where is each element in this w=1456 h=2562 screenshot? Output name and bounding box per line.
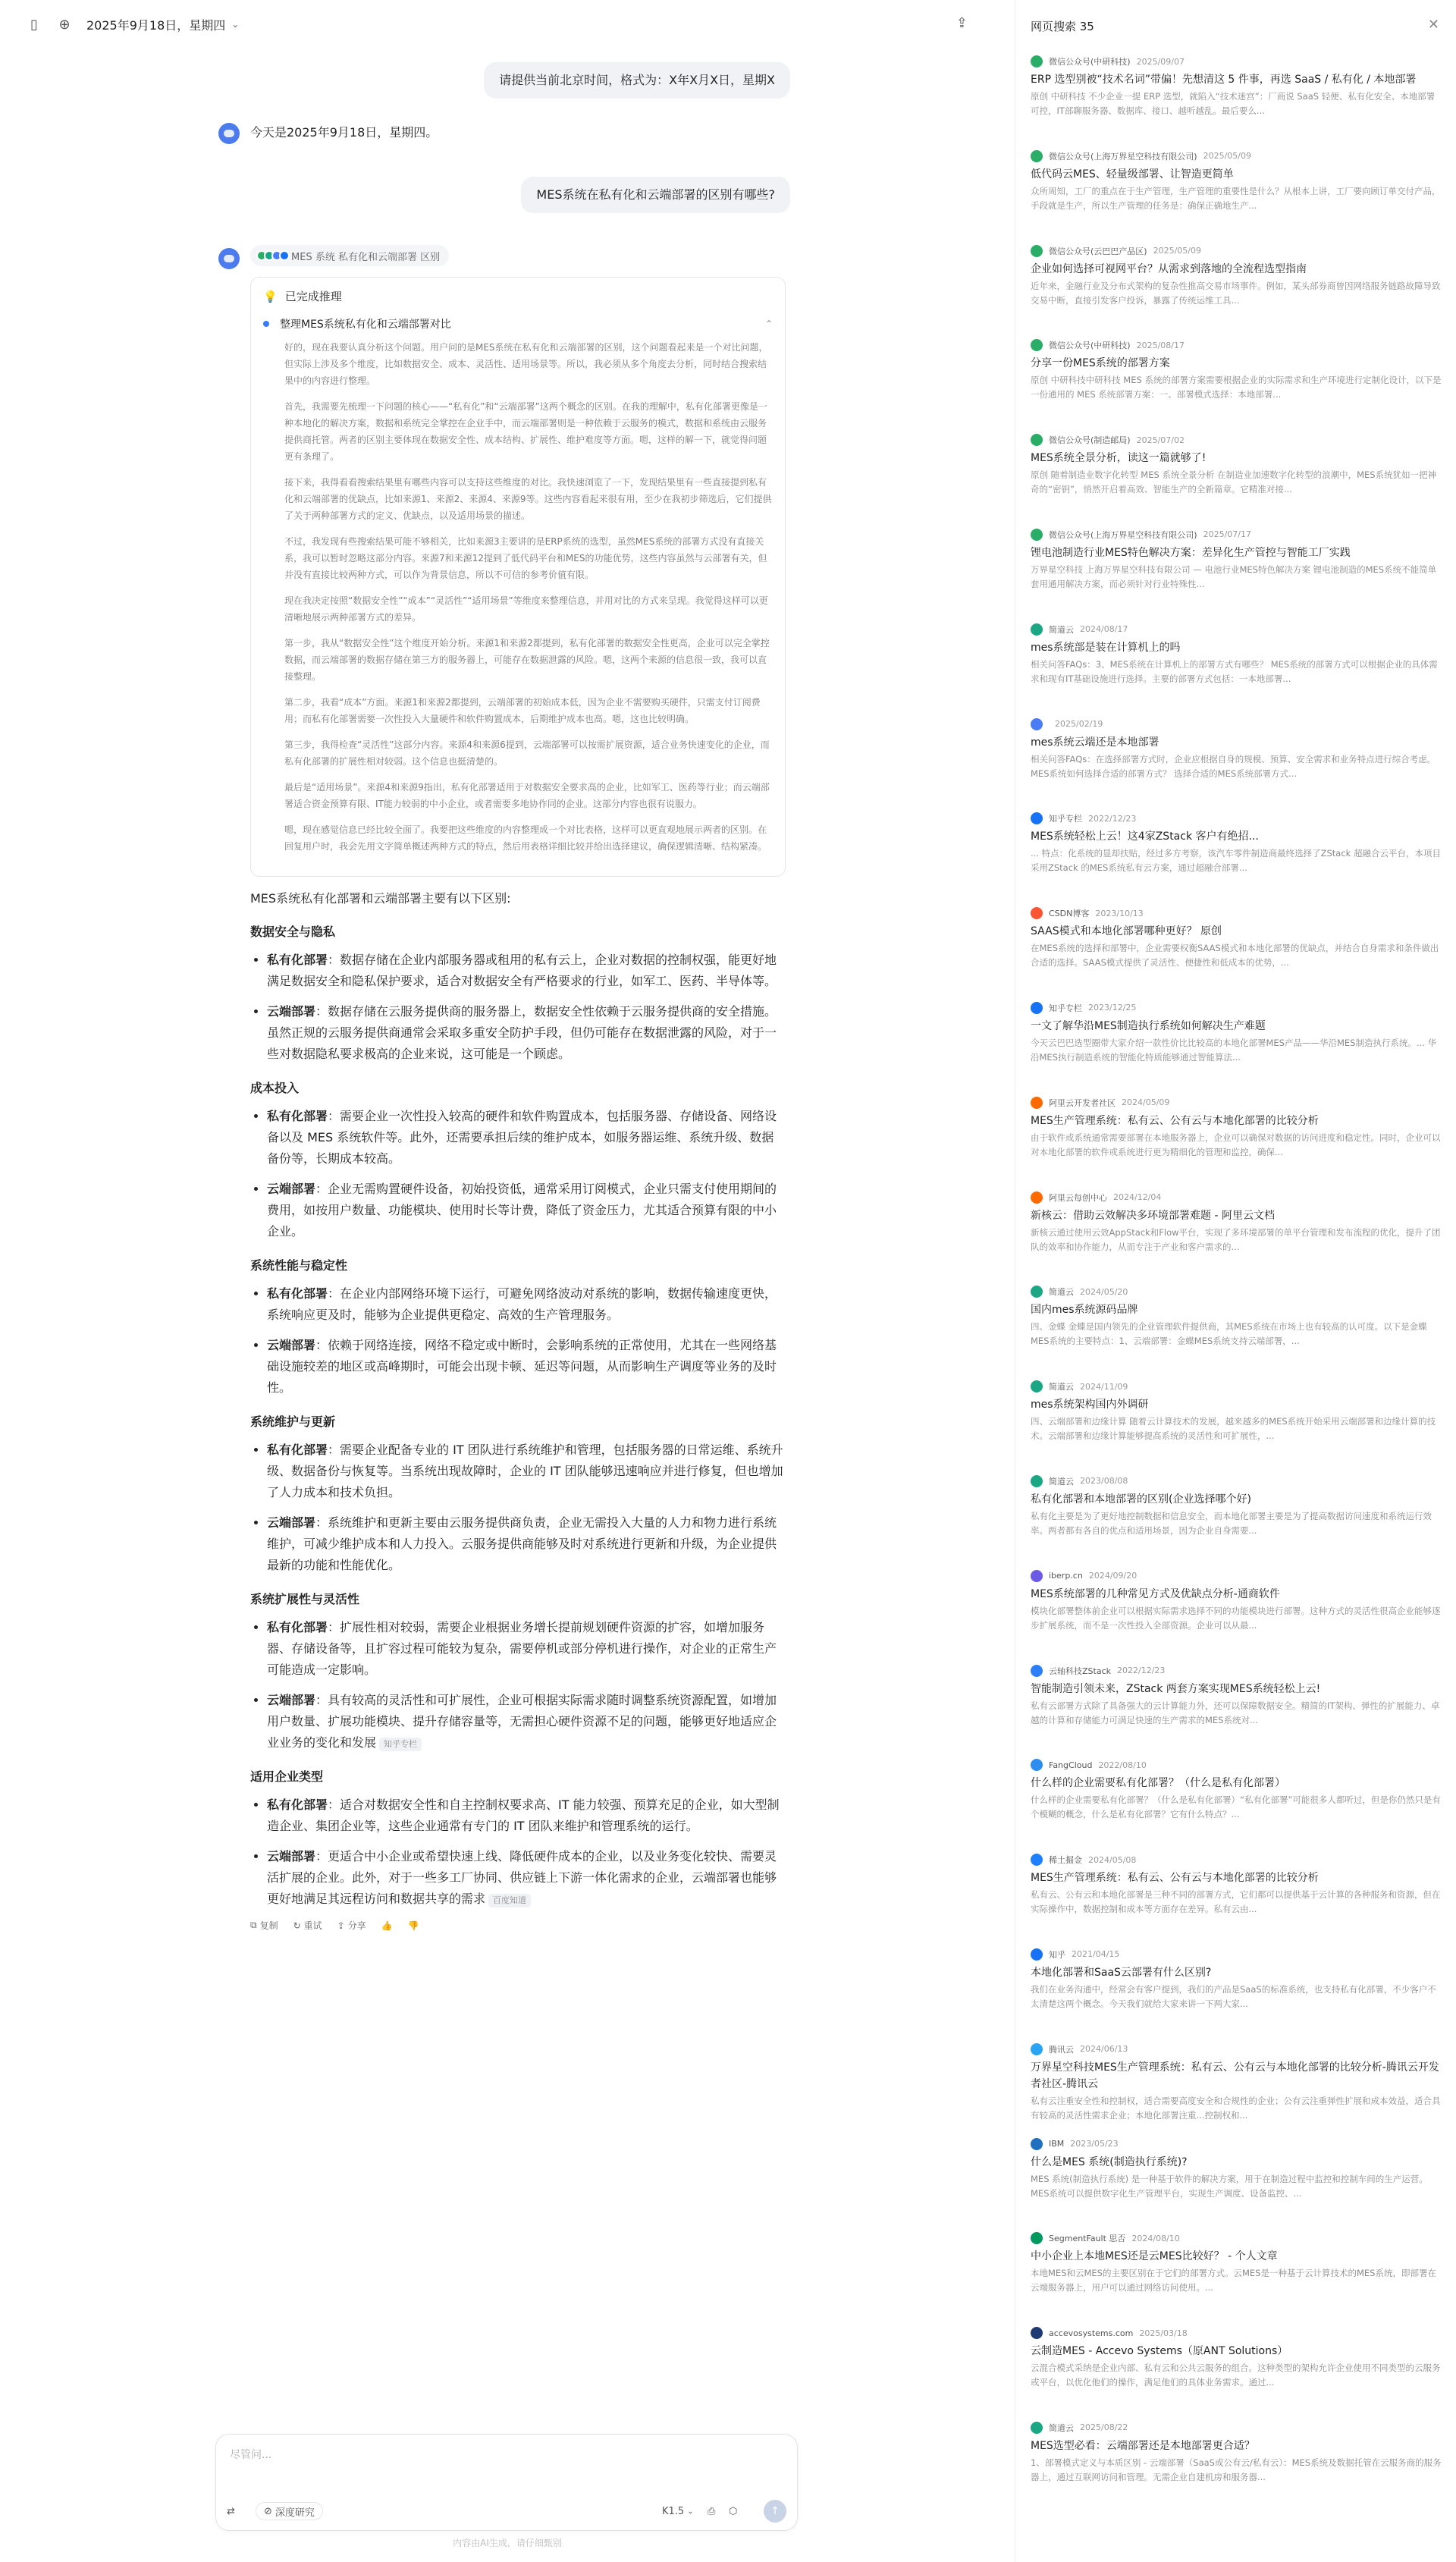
result-source: 微信公众号(中研科技): [1049, 57, 1131, 67]
search-result-item[interactable]: [1031, 244, 1443, 339]
assistant-message: 今天是2025年9月18日，星期四。: [250, 125, 438, 140]
source-favicon-icon: [1031, 1759, 1043, 1771]
message-input[interactable]: 尽管问...: [230, 2449, 272, 2461]
list-item: • 私有化部署：需要企业一次性投入较高的硬件和软件购置成本，包括服务器、存储设备、网络设备以及 MES 系统软件等。此外，还需要承担后续的维护成本，如服务器运维、系统升级、数据备份等，长期成本较高。: [267, 1106, 786, 1170]
list-item: • 云端部署：具有较高的灵活性和可扩展性，企业可根据实际需求随时调整系统资源配置，如增加用户数量、扩展功能模块、提升存储容量等，无需担心硬件资源不足的问题，能够更好地适应企业业务的变化和发展 知乎专栏: [267, 1690, 786, 1754]
search-result-item[interactable]: [1031, 717, 1443, 812]
result-meta: [1031, 1664, 1443, 1678]
result-title[interactable]: mes系统云端还是本地部署: [1031, 736, 1159, 749]
result-date: 2023/05/23: [1070, 2139, 1119, 2149]
result-title[interactable]: MES选型必看：云端部署还是本地部署更合适？: [1031, 2439, 1255, 2452]
source-favicon-icon: [1031, 150, 1043, 162]
copy-button[interactable]: ⧉ 复制: [250, 1920, 278, 1931]
research-icon: ⊘: [264, 2505, 272, 2517]
source-favicon-icon: [1031, 55, 1043, 68]
share-button[interactable]: ⇪ 分享: [337, 1920, 366, 1931]
source-favicon-icon: [1031, 1380, 1043, 1392]
result-snippet: 模块化部署整体前企业可以根据实际需求选择不同的功能模块进行部署。这种方式的灵活性很高企业能够逐步扩展系统，而不是一次性投入全部资源。企业可以从最...: [1031, 1605, 1441, 1631]
result-title[interactable]: 企业如何选择可视网平台？从需求到落地的全流程选型指南: [1031, 262, 1307, 275]
result-meta: [1031, 1096, 1443, 1110]
result-title[interactable]: 私有化部署和本地部署的区别(企业选择哪个好): [1031, 1493, 1251, 1505]
reasoning-paragraph: 第二步，我看“成本”方面。来源1和来源2都提到，云端部署的初始成本低，因为企业不需要购买硬件，只需支付订阅费用；而私有化部署需要一次性投入大量硬件和软件购置成本，后期维护成本也高。嗯，这也比较明确。: [284, 697, 761, 724]
result-source: 阿里云开发者社区: [1049, 1097, 1116, 1108]
section-heading: 系统扩展性与灵活性: [250, 1592, 360, 1606]
list-item: • 私有化部署：在企业内部网络环境下运行，可避免网络波动对系统的影响，数据传输速度更快，系统响应更及时，能够为企业提供更稳定、高效的生产管理服务。: [267, 1283, 786, 1326]
result-meta: [1031, 149, 1443, 163]
reasoning-paragraph: 现在我决定按照“数据安全性”“成本”“灵活性”“适用场景”等维度来整理信息，并用对比的方式来呈现。我觉得这样可以更清晰地展示两种部署方式的差异。: [284, 595, 768, 623]
result-date: 2022/12/23: [1117, 1666, 1166, 1676]
search-result-item[interactable]: [1031, 2042, 1443, 2137]
result-date: 2024/09/20: [1088, 1571, 1138, 1581]
result-date: 2025/07/17: [1203, 529, 1251, 540]
list-item: • 私有化部署：扩展性相对较弱，需要企业根据业务增长提前规划硬件资源的扩容，如增加服务器、存储设备等，且扩容过程可能较为复杂，需要停机或部分停机进行操作，对企业的正常生产可能造成一定影响。: [267, 1617, 786, 1681]
reasoning-paragraph: 第一步，我从“数据安全性”这个维度开始分析。来源1和来源2都提到，私有化部署的数据安全性更高，企业可以完全掌控数据，而云端部署的数据存储在第三方的服务器上，可能存在数据泄露的风险。嗯，这两个来源的信息很一致，我可以直接整理。: [284, 638, 770, 682]
section-heading: 数据安全与隐私: [250, 925, 336, 939]
result-snippet: 云混合模式采纳是企业内部、私有云和公共云服务的组合。这种类型的架构允许企业使用不同类型的云服务或平台，以优化他们的操作，满足他们的具体业务需求。通过...: [1031, 2363, 1441, 2388]
result-snippet: 原创 中研科技 不少企业一提 ERP 选型，就陷入“技术迷宫”：厂商说 SaaS 轻便、私有化安全、本地部署可控，IT部聊服务器、数据库、接口、越听越乱。最后要么...: [1031, 91, 1436, 116]
disclaimer: 内容由AI生成，请仔细甄别: [453, 2538, 562, 2548]
search-result-item[interactable]: [1031, 149, 1443, 244]
search-results-panel: [1015, 0, 1456, 2562]
result-snippet: 近年来，金融行业及分布式架构的复杂性推高交易市场事件。例如，某头部券商曾因网络服务链路故障导致交易中断，直接引发客户投诉，暴露了传统运维工具...: [1031, 280, 1441, 306]
result-title[interactable]: 智能制造引领未来，ZStack 两套方案实现MES系统轻松上云!: [1031, 1682, 1321, 1695]
thumbs-up-button[interactable]: 👍: [381, 1920, 393, 1931]
search-result-item[interactable]: [1031, 1948, 1443, 2042]
chat-header: [0, 0, 1015, 49]
result-snippet: ... 特点：化系统的显却扶贴，经过多方考察，该汽车零件制造商最终选择了ZStack 超融合云平台，本项目采用ZStack 的MES系统私有云方案，通过超融合部署...: [1031, 848, 1441, 874]
result-title[interactable]: 云制造MES - Accevo Systems（原ANT Solutions）: [1031, 2345, 1288, 2358]
result-snippet: 私有云部署方式除了具备强大的云计算能力外，还可以保障数据安全。精简的IT架构、弹性的扩展能力、卓越的计算和存储能力可满足快速的生产需求的MES系统对...: [1031, 1700, 1440, 1725]
result-meta: [1031, 717, 1443, 731]
result-source: 简道云: [1049, 624, 1074, 635]
list-item: • 云端部署：企业无需购置硬件设备，初始投资低，通常采用订阅模式，企业只需支付使用期间的费用，如按用户数量、功能模块、使用时长等计费，降低了资金压力，尤其适合预算有限的中小企业。: [267, 1179, 786, 1242]
result-snippet: 众所周知，工厂的重点在于生产管理，生产管理的重要性是什么？从根本上讲，工厂要向顾订单交付产品，手段就是生产，所以生产管理的任务是：确保正确地生产...: [1031, 185, 1441, 211]
result-source: 简道云: [1049, 1476, 1074, 1487]
result-meta: [1031, 244, 1443, 258]
share-icon: ⇪: [337, 1920, 345, 1931]
source-favicon-icon: [1031, 339, 1043, 351]
result-source: CSDN博客: [1049, 909, 1090, 919]
list-item: • 云端部署：数据存储在云服务提供商的服务器上，数据安全性依赖于云服务提供商的安全措施。虽然正规的云服务提供商通常会采取多重安全防护手段，但仍可能存在数据泄露的风险，对于一些对数据隐私要求极高的企业来说，这可能是一个顾虑。: [267, 1001, 786, 1065]
source-favicon-icon: [1031, 1002, 1043, 1014]
source-favicon-icon: [1031, 907, 1043, 919]
result-meta: [1031, 1285, 1443, 1298]
result-source: 微信公众号(上海万界星空科技有限公司): [1049, 529, 1197, 540]
search-query-text: MES 系统 私有化和云端部署 区别: [291, 251, 441, 263]
search-result-item[interactable]: [1031, 1191, 1443, 1286]
list-item: • 私有化部署：需要企业配备专业的 IT 团队进行系统维护和管理，包括服务器的日常运维、系统升级、数据备份与恢复等。当系统出现故障时，企业的 IT 团队能够迅速响应并进行修复，但也增加了人力成本和技术负担。: [267, 1440, 786, 1503]
search-result-item[interactable]: [1031, 812, 1443, 906]
result-source: accevosystems.com: [1049, 2328, 1134, 2338]
citation-badge[interactable]: 知乎专栏: [379, 1738, 422, 1751]
result-snippet: 在MES系统的选择和部署中，企业需要权衡SAAS模式和本地化部署的优缺点，并结合自身需求和条件做出合适的选择。SAAS模式提供了灵活性、便捷性和低成本的优势，...: [1031, 943, 1439, 969]
result-title[interactable]: 分享一份MES系统的部署方案: [1031, 357, 1170, 370]
result-snippet: 私有化主要是为了更好地控制数据和信息安全，而本地化部署主要是为了提高数据访问速度和系统运行效率。两者都有各自的优点和适用场景，因为企业自身需要...: [1031, 1510, 1432, 1536]
result-source: iberp.cn: [1049, 1571, 1083, 1581]
source-favicon-icon: [1031, 2138, 1043, 2150]
cube-icon: ⬡: [729, 2505, 738, 2517]
search-result-item[interactable]: [1031, 1285, 1443, 1380]
reasoning-header[interactable]: [263, 288, 773, 304]
result-date: 2024/06/13: [1080, 2044, 1128, 2055]
result-meta: [1031, 1758, 1443, 1772]
result-title[interactable]: ERP 选型别被“技术名词”带偏！先想清这 5 件事，再选 SaaS / 私有化 / 本地部署: [1031, 74, 1417, 86]
result-title[interactable]: 低代码云MES、轻量级部署、让智造更简单: [1031, 168, 1234, 181]
reasoning-paragraph: 首先，我需要先梳理一下问题的核心——“私有化”和“云端部署”这两个概念的区别。在我的理解中，私有化部署更像是一种本地化的解决方案，数据和系统完全掌控在企业手中，而云端部署则是一种依赖于云服务的模式，数据和系统由云服务提供商托管。两者的区别主要体现在数据安全性、成本结构、扩展性、维护难度等方面。嗯，这样的解一下，就觉得问题更有条理了。: [284, 401, 767, 462]
section-heading: 适用企业类型: [250, 1769, 324, 1784]
result-source: SegmentFault 思否: [1049, 2234, 1126, 2244]
answer-lead: MES系统私有化部署和云端部署主要有以下区别:: [250, 891, 511, 906]
result-title[interactable]: MES生产管理系统：私有云、公有云与本地化部署的比较分析: [1031, 1114, 1319, 1127]
section-list: [250, 950, 786, 1065]
result-title[interactable]: 一文了解华沿MES制造执行系统如何解决生产难题: [1031, 1019, 1266, 1032]
result-date: 2022/08/10: [1098, 1760, 1147, 1770]
retry-button[interactable]: ↻ 重试: [293, 1920, 322, 1931]
result-source: 知乎专栏: [1049, 814, 1082, 824]
section-list: [250, 1440, 786, 1576]
source-favicon-icon: [1031, 718, 1043, 730]
result-source: 简道云: [1049, 1382, 1074, 1392]
result-meta: [1031, 1474, 1443, 1488]
result-date: 2021/04/15: [1072, 1949, 1120, 1960]
result-snippet: 相关问答FAQs：3、MES系统在计算机上的部署方式有哪些？ MES系统的部署方式可以根据企业的具体需求和现有IT基础设施进行选择。主要的部署方式包括：一本地部署...: [1031, 658, 1438, 684]
result-snippet: 我们在业务沟通中，经常会有客户提到，我们的产品是SaaS的标准系统，也支持私有化部署，不少客户不太清楚这两个概念。今天我们就给大家来讲一下两大家...: [1031, 1983, 1436, 2009]
sliders-icon: ⇄: [227, 2505, 235, 2517]
reasoning-step[interactable]: [263, 316, 773, 331]
search-result-item[interactable]: [1031, 55, 1443, 149]
lightbulb-icon: 💡: [263, 289, 278, 303]
result-date: 2024/08/10: [1131, 2233, 1180, 2243]
source-favicon-icon: [1031, 1854, 1043, 1866]
result-title[interactable]: 锂电池制造行业MES特色解决方案：差异化生产管控与智能工厂实践: [1031, 546, 1351, 559]
model-selector[interactable]: K1.5 ⌄: [662, 2505, 694, 2517]
result-source: 简道云: [1049, 1287, 1074, 1298]
result-snippet: 万界星空科技 上海万界星空科技有限公司 — 电池行业MES特色解决方案 锂电池制造的MES系统不能简单套用通用解决方案，而必须针对行业特殊性...: [1031, 564, 1437, 589]
result-title[interactable]: mes系统架构国内外调研: [1031, 1399, 1149, 1411]
search-results-list: [1031, 55, 1443, 2516]
source-favicon-icon: [1031, 1475, 1043, 1487]
result-title[interactable]: 新核云：借助云效解决多环境部署难题 - 阿里云文档: [1031, 1209, 1275, 1222]
result-source: 阿里云每创中心: [1049, 1192, 1107, 1203]
attach-button[interactable]: [708, 2502, 715, 2520]
search-sources-chip[interactable]: [250, 245, 449, 266]
result-source: 知乎: [1049, 1949, 1065, 1960]
result-date: 2024/05/09: [1122, 1097, 1170, 1108]
result-title[interactable]: 万界星空科技MES生产管理系统：私有云、公有云与本地化部署的比较分析-腾讯云开发者社区-腾讯云: [1031, 2061, 1439, 2090]
result-source: 腾讯云: [1049, 2044, 1074, 2055]
assistant-avatar: [218, 123, 240, 144]
result-meta: [1031, 906, 1443, 920]
result-date: 2024/11/09: [1080, 1381, 1128, 1392]
result-title[interactable]: 什么是MES 系统(制造执行系统)?: [1031, 2155, 1188, 2168]
result-source: 简道云: [1049, 2422, 1074, 2433]
paperclip-icon: ⎙: [708, 2505, 716, 2517]
reasoning-paragraph: 第三步，我得检查“灵活性”这部分内容。来源4和来源6提到，云端部署可以按需扩展资源，适合业务快速变化的企业，而私有化部署的扩展性相对较弱。这个信息也挺清楚的。: [284, 739, 770, 767]
reasoning-paragraph: 嗯，现在感觉信息已经比较全面了。我要把这些维度的内容整理成一个对比表格，这样可以更直观地展示两者的区别。在回复用户时，我会先用文字简单概述两种方式的特点，然后用表格详细比较并给出选择建议，确保逻辑清晰、结构紧凑。: [284, 824, 767, 852]
search-result-item[interactable]: [1031, 1474, 1443, 1569]
result-title[interactable]: 本地化部署和SaaS云部署有什么区别?: [1031, 1966, 1212, 1979]
result-source: 微信公众号(制造邮局): [1049, 435, 1131, 446]
search-result-item[interactable]: [1031, 433, 1443, 528]
reasoning-paragraph: 最后是“适用场景”。来源4和来源9指出，私有化部署适用于对数据安全要求高的企业，比如军工、医药等行业；而云端部署适合资金预算有限、IT能力较弱的中小企业，或者需要多地协作同的企业。这部分内容也很有说服力。: [284, 782, 770, 809]
thumbs-down-button[interactable]: 👎: [407, 1920, 419, 1931]
source-favicon-icon: [1031, 529, 1043, 541]
reasoning-paragraph: 不过，我发现有些搜索结果可能不够相关，比如来源3主要讲的是ERP系统的选型，虽然MES系统的部署方式没有直接关系，我可以暂时忽略这部分内容。来源7和来源12提到了低代码平台和MES的功能优势，这些内容虽然与云部署有关，但并没有直接比较两种方式，可以作为背景信息，所以不可信的参考价值有限。: [284, 536, 767, 580]
result-snippet: 原创 中研科技中研科技 MES 系统的部署方案需要根据企业的实际需求和生产环境进行定制化设计，以下是一份通用的 MES 系统部署方案：一、部署模式选择：本地部署...: [1031, 375, 1442, 400]
reasoning-title: 已完成推理: [284, 290, 342, 303]
result-title[interactable]: MES系统轻松上云！这4家ZStack 客户有绝招...: [1031, 830, 1259, 843]
source-favicon-icon: [1031, 2327, 1043, 2339]
result-title[interactable]: mes系统部是装在计算机上的吗: [1031, 641, 1181, 654]
section-heading: 系统维护与更新: [250, 1414, 336, 1429]
user-message: MES系统在私有化和云端部署的区别有哪些?: [521, 177, 790, 213]
send-button[interactable]: [764, 2500, 786, 2523]
search-result-item[interactable]: [1031, 1096, 1443, 1191]
result-date: 2023/10/13: [1095, 908, 1144, 918]
message-actions: [250, 1919, 786, 1932]
result-snippet: 什么样的企业需要私有化部署？（什么是私有化部署）“私有化部署”可能很多人都听过，但是你仍然只是有个模糊的概念，什么是私有化部署？它有什么特点？...: [1031, 1794, 1441, 1820]
result-meta: [1031, 338, 1443, 352]
result-meta: [1031, 623, 1443, 636]
user-message: 请提供当前北京时间，格式为：X年X月X日，星期X: [484, 62, 790, 99]
search-result-item[interactable]: [1031, 1853, 1443, 1948]
source-favicon-icon: [1031, 1948, 1043, 1961]
search-result-item[interactable]: [1031, 2421, 1443, 2516]
section-heading: 成本投入: [250, 1081, 300, 1095]
section-list: [250, 1794, 786, 1910]
result-source: 云轴科技ZStack: [1049, 1666, 1111, 1676]
result-date: 2025/08/22: [1080, 2422, 1128, 2433]
source-favicon-icon: [1031, 245, 1043, 257]
chat-title[interactable]: 2025年9月18日，星期四: [86, 17, 226, 33]
result-snippet: 四、云端部署和边缘计算 随着云计算技术的发展，越来越多的MES系统开始采用云端部署和边缘计算的技术。云端部署和边缘计算能够提高系统的灵活性和可扩展性，...: [1031, 1416, 1436, 1442]
search-result-item[interactable]: [1031, 2326, 1443, 2421]
plugin-button[interactable]: [729, 2502, 737, 2520]
result-snippet: 今天云巴巴选型圈带大家介绍一款性价比比较高的本地化部署MES产品——华沿MES制造执行系统。... 华沿MES执行制造系统的智能化特质能够通过智能算法...: [1031, 1037, 1437, 1063]
result-snippet: 四、金蝶 金蝶是国内领先的企业管理软件提供商，其MES系统在市场上也有较高的认可度。以下是金蝶MES系统的主要特点：1、云端部署：金蝶MES系统支持云端部署，...: [1031, 1321, 1427, 1347]
result-date: 2024/08/17: [1080, 624, 1128, 635]
close-icon[interactable]: ✕: [1427, 17, 1439, 33]
message-composer[interactable]: [215, 2434, 798, 2531]
search-result-item[interactable]: [1031, 528, 1443, 623]
source-favicon-icon: [1031, 1192, 1043, 1204]
result-date: 2023/08/08: [1080, 1476, 1128, 1487]
result-meta: [1031, 1853, 1443, 1867]
result-meta: [1031, 2231, 1443, 2245]
search-result-item[interactable]: [1031, 906, 1443, 1001]
result-source: 知乎专栏: [1049, 1003, 1082, 1013]
result-date: 2022/12/23: [1088, 813, 1137, 824]
result-date: 2024/12/04: [1113, 1192, 1162, 1203]
result-title[interactable]: 什么样的企业需要私有化部署？（什么是私有化部署）: [1031, 1777, 1285, 1790]
reasoning-body: [284, 339, 773, 855]
source-favicon-icon: [1031, 2422, 1043, 2434]
deep-research-toggle[interactable]: ⊘ 深度研究: [256, 2502, 323, 2520]
search-result-item[interactable]: [1031, 623, 1443, 717]
refresh-icon: ↻: [293, 1920, 301, 1931]
result-date: 2024/05/20: [1080, 1286, 1128, 1297]
result-source: FangCloud: [1049, 1760, 1093, 1770]
result-title[interactable]: MES系统全景分析，读这一篇就够了!: [1031, 452, 1207, 465]
source-icons: [256, 250, 287, 261]
search-result-item[interactable]: [1031, 1001, 1443, 1096]
source-favicon-icon: [1031, 1665, 1043, 1677]
chevron-down-icon: ⌄: [687, 2507, 694, 2516]
arrow-up-icon: ↑: [770, 2505, 780, 2517]
result-snippet: 由于软件或系统通常需要部署在本地服务器上，企业可以确保对数据的访问进度和稳定性。同时，企业可以对本地化部署的软件或系统进行更为精细化的管理和监控，确保...: [1031, 1132, 1441, 1157]
result-snippet: 私有云、公有云和本地化部署是三种不同的部署方式，它们都可以提供基于云计算的各种服务和资源，但在实际操作中，数据控制和成本等方面存在差异。私有云由...: [1031, 1889, 1441, 1915]
result-snippet: 原创 随着制造业数字化转型 MES 系统全景分析 在制造业加速数字化转型的浪潮中，MES系统犹如一把神奇的“密钥”，悄然开启着高效、智能生产的全新篇章。它精准对接...: [1031, 469, 1437, 495]
new-chat-icon[interactable]: ⊕: [58, 16, 71, 33]
assistant-avatar: [218, 248, 240, 269]
chevron-down-icon[interactable]: ⌄: [231, 19, 240, 30]
chevron-up-icon[interactable]: ⌃: [764, 319, 773, 329]
section-list: [250, 1283, 786, 1399]
result-date: 2025/02/19: [1055, 719, 1103, 730]
result-snippet: 相关问答FAQs：在选择部署方式时，企业应根据自身的规模、预算、安全需求和业务特点进行综合考虑。MES系统如何选择合适的部署方式？ 选择合适的MES系统部署方式...: [1031, 753, 1436, 779]
search-result-item[interactable]: [1031, 1758, 1443, 1853]
assistant-answer: [250, 245, 786, 1932]
section-heading: 系统性能与稳定性: [250, 1258, 348, 1273]
result-snippet: 私有云注重安全性和控制权，适合需要高度安全和合规性的企业；公有云注重弹性扩展和成本效益，适合具有较高的灵活性需求企业；本地化部署注重...控制权和...: [1031, 2095, 1441, 2121]
search-result-item[interactable]: [1031, 2231, 1443, 2326]
citation-badge[interactable]: 百度知道: [488, 1894, 531, 1907]
result-date: 2025/05/09: [1203, 151, 1251, 162]
result-date: 2024/05/08: [1088, 1854, 1137, 1865]
tools-button[interactable]: [227, 2502, 235, 2520]
result-title[interactable]: SAAS模式和本地化部署哪种更好？ 原创: [1031, 925, 1222, 938]
list-item: • 私有化部署：数据存储在企业内部服务器或租用的私有云上，企业对数据的控制权强，能更好地满足数据安全和隐私保护要求，适合对数据安全有严格要求的行业，如军工、医药、半导体等。: [267, 950, 786, 992]
result-meta: [1031, 1948, 1443, 1961]
result-date: 2025/05/09: [1153, 246, 1201, 256]
result-date: 2025/07/02: [1136, 435, 1185, 445]
result-date: 2025/08/17: [1136, 340, 1185, 350]
result-meta: [1031, 2137, 1443, 2151]
result-source: IBM: [1049, 2139, 1065, 2149]
search-result-item[interactable]: [1031, 1380, 1443, 1474]
result-snippet: MES 系统(制造执行系统) 是一种基于软件的解决方案，用于在制造过程中监控和控制车间的生产运营。MES系统可以提供数字化生产管理平台，实现生产调度、设备监控、...: [1031, 2173, 1428, 2199]
result-date: 2025/03/18: [1139, 2328, 1188, 2338]
result-snippet: 1、部署模式定义与本质区别 - 云端部署（SaaS或公有云/私有云）：MES系统及数据托管在云服务商的服务器上，通过互联网访问和管理。无需企业自建机房和服务器...: [1031, 2457, 1442, 2482]
search-result-item[interactable]: [1031, 1664, 1443, 1759]
result-meta: [1031, 1569, 1443, 1583]
source-favicon-icon: [1031, 2232, 1043, 2244]
result-source: 微信公众号(上海万界星空科技有限公司): [1049, 151, 1197, 162]
result-title[interactable]: 国内mes系统源码品牌: [1031, 1304, 1138, 1317]
result-title[interactable]: 中小企业上本地MES还是云MES比较好？ - 个人文章: [1031, 2250, 1278, 2263]
result-meta: [1031, 433, 1443, 447]
source-favicon-icon: [1031, 434, 1043, 446]
list-item: • 私有化部署：适合对数据安全性和自主控制权要求高、IT 能力较强、预算充足的企业，如大型制造企业、集团企业等，这些企业通常有专门的 IT 团队来维护和管理系统的运行。: [267, 1794, 786, 1837]
search-result-item[interactable]: [1031, 338, 1443, 433]
reasoning-step-label: 整理MES系统私有化和云端部署对比: [280, 319, 451, 331]
search-result-item[interactable]: [1031, 1569, 1443, 1664]
result-snippet: 新核云通过使用云效AppStack和Flow平台，实现了多环境部署的单平台管理和发布流程的优化，提升了团队的效率和协作能力，从而专注于产业和客户需求的...: [1031, 1226, 1441, 1252]
result-source: 微信公众号(云巴巴产品区): [1049, 246, 1147, 256]
result-meta: [1031, 1001, 1443, 1015]
result-date: 2025/09/07: [1136, 56, 1185, 67]
section-list: [250, 1106, 786, 1242]
source-favicon-icon: [1031, 812, 1043, 824]
result-meta: [1031, 1380, 1443, 1393]
source-favicon-icon: [1031, 623, 1043, 636]
share-icon[interactable]: ⇪: [956, 15, 968, 31]
result-meta: [1031, 2326, 1443, 2340]
source-favicon-icon: [1031, 1097, 1043, 1109]
section-list: [250, 1617, 786, 1754]
panel-title: 网页搜索 35: [1031, 20, 1094, 33]
step-dot-icon: [263, 321, 269, 327]
sidebar-toggle-icon[interactable]: ▯: [30, 16, 38, 33]
reasoning-paragraph: 好的，现在我要认真分析这个问题。用户问的是MES系统在私有化和云端部署的区别，这个问题看起来是一个对比问题，但实际上涉及多个维度，比如数据安全、成本、灵活性、适用场景等。所以，我必须从多个角度去分析，同时结合搜索结果中的内容进行整理。: [284, 342, 768, 386]
list-item: • 云端部署：系统维护和更新主要由云服务提供商负责，企业无需投入大量的人力和物力进行系统维护，可减少维护成本和人力投入。云服务提供商能够及时对系统进行更新和升级，为企业提供最新的功能和性能优化。: [267, 1512, 786, 1576]
result-meta: [1031, 2042, 1443, 2056]
reasoning-panel: [250, 277, 786, 877]
reasoning-paragraph: 接下来，我得看看搜索结果里有哪些内容可以支持这些维度的对比。我快速浏览了一下，发现结果里有一些直接提到私有化和云端部署的优缺点，比如来源1、来源2、来源4、来源9等。这些内容看起来很有用，至少在我初步筛选后，它们提供了关于两种部署方式的定义、优缺点，以及适用场景的描述。: [284, 477, 772, 521]
list-item: • 云端部署：更适合中小企业或希望快速上线、降低硬件成本的企业，以及业务变化较快、需要灵活扩展的企业。此外，对于一些多工厂协同、供应链上下游一体化需求的企业，云端部署也能够更好地满足其远程访问和数据共享的需求 百度知道: [267, 1846, 786, 1910]
source-favicon-icon: [1031, 1570, 1043, 1582]
result-date: 2023/12/25: [1088, 1003, 1137, 1013]
result-title[interactable]: MES生产管理系统：私有云、公有云与本地化部署的比较分析: [1031, 1872, 1319, 1885]
copy-icon: ⧉: [250, 1920, 257, 1930]
source-favicon-icon: [1031, 2043, 1043, 2055]
search-result-item[interactable]: [1031, 2137, 1443, 2232]
result-meta: [1031, 2421, 1443, 2435]
result-meta: [1031, 55, 1443, 68]
source-favicon-icon: [1031, 1286, 1043, 1298]
result-source: 稀土掘金: [1049, 1855, 1082, 1866]
result-title[interactable]: MES系统部署的几种常见方式及优缺点分析-通商软件: [1031, 1587, 1280, 1600]
result-meta: [1031, 1191, 1443, 1204]
result-source: 微信公众号(中研科技): [1049, 341, 1131, 351]
result-meta: [1031, 812, 1443, 825]
result-snippet: 本地MES和云MES的主要区别在于它们的部署方式。云MES是一种基于云计算技术的MES系统，即部署在云端服务器上，用户可以通过网络访问使用。...: [1031, 2268, 1436, 2294]
list-item: • 云端部署：依赖于网络连接，网络不稳定或中断时，会影响系统的正常使用，尤其在一些网络基础设施较差的地区或高峰期时，可能会出现卡顿、延迟等问题，从而影响生产调度等业务的及时性。: [267, 1335, 786, 1399]
result-meta: [1031, 528, 1443, 542]
